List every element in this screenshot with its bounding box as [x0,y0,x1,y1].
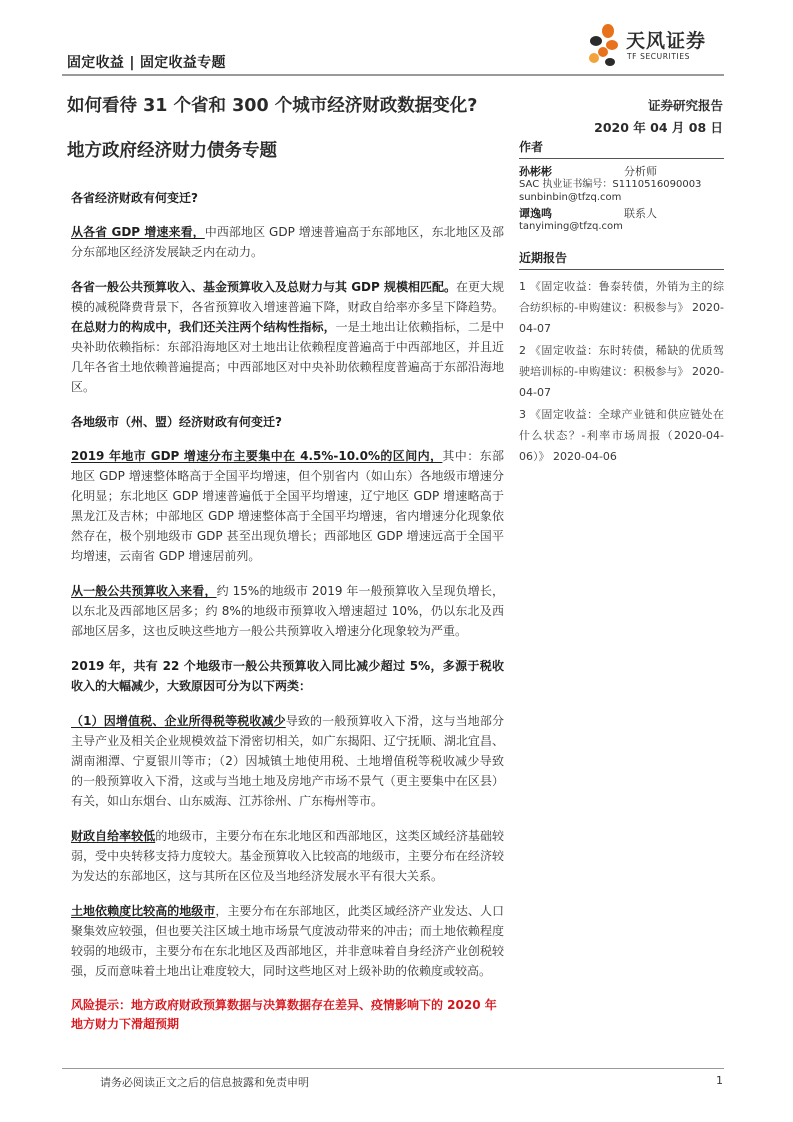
paragraph-text: 一是土地出让依赖指标，二是中央补助依赖指标：东部沿海地区对土地出让依赖程度普遍高于中西部地区，并且近几年各省土地依赖普遍提高；中西部地区对中央补助依赖程度普遍高于东部沿海地区。 [71,320,504,394]
risk-warning: 风险提示：地方政府财政预算数据与决算数据存在差异、疫情影响下的 2020 年地方财力下滑超预期 [71,998,497,1031]
section-question: 各地级市（州、盟）经济财政有何变迁? [71,415,282,429]
header-category: 固定收益 | 固定收益专题 [67,55,226,71]
section-question: 各省经济财政有何变迁? [71,191,198,205]
author-block [519,165,724,204]
recent-reports-heading: 近期报告 [519,249,724,270]
page-subtitle: 地方政府经济财力债务专题 [67,141,277,161]
paragraph [71,581,504,641]
paragraph-lead: 从一般公共预算收入来看， [71,584,217,598]
paragraph-text: 的地级市，主要分布在东北地区和西部地区，这类区域经济基础较弱，受中央转移支持力度较大。基金预算收入比较高的地级市，主要分布在经济较为发达的东部地区，这与其所在区位及当地经济发展水平有很大关系。 [71,829,504,883]
paragraph [71,656,504,696]
author-name: 孙彬彬 [519,165,552,178]
author-email[interactable]: tanyiming@tfzq.com [519,221,623,232]
author-email[interactable]: sunbinbin@tfzq.com [519,192,622,203]
paragraph-lead: 财政自给率较低 [71,829,156,843]
author-cert: SAC 执业证书编号：S1110516090003 [519,179,702,190]
author-name: 谭逸鸣 [519,207,552,220]
paragraph-text: 约 15%的地级市 2019 年一般预算收入呈现负增长，以东北及西部地区居多；约 8%的地级市预算收入增速超过 10%，仍以东北及西部地区居多，这也反映这些地方一般公共预算收入增速分化现象较为严重。 [71,584,504,638]
logo-english: TF SECURITIES [627,52,691,61]
report-date: 2020 年 04 月 08 日 [594,120,723,135]
authors-heading: 作者 [519,138,724,159]
paragraph-lead: 各省一般公共预算收入、基金预算收入及总财力与其 GDP 规模相匹配。 [71,280,456,294]
paragraph-lead: 2019 年，共有 22 个地级市一般公共预算收入同比减少超过 5%，多源于税收收入的大幅减少，大致原因可分为以下两类： [71,659,504,693]
recent-report-item[interactable]: 2 《固定收益：东时转债，稀缺的优质驾驶培训标的-申购建议：积极参与》 2020-04-07 [519,344,724,399]
tf-securities-logo [586,22,736,72]
paragraph-text: 中西部地区 GDP 增速普遍高于东部地区，东北地区及部分东部地区经济发展缺乏内在动力。 [71,225,504,259]
paragraph-lead: 土地依赖度比较高的地级市 [71,904,216,918]
page-title: 如何看待 31 个省和 300 个城市经济财政数据变化? [67,96,478,116]
sidebar [519,138,724,468]
paragraph [71,901,504,981]
paragraph-text: 导致的一般预算收入下滑，这与当地部分主导产业及相关企业规模效益下滑密切相关，如广东揭阳、辽宁抚顺、湖北宜昌、湖南湘潭、宁夏银川等市；（2）因城镇土地使用税、土地增值税等税收减少导致的一般预算收入下滑，这或与当地土地及房地产市场不景气（更主要集中在区县）有关，如山东烟台、山东威海、江苏徐州、广东梅州等市。 [71,714,504,808]
recent-report-item[interactable]: 1 《固定收益：鲁泰转债，外销为主的综合纺织标的-申购建议：积极参与》 2020-04-07 [519,280,724,335]
paragraph [71,222,504,262]
flower-logo-icon [586,22,622,72]
paragraph [71,711,504,811]
recent-report-item[interactable]: 3 《固定收益：全球产业链和供应链处在什么状态？-利率市场周报（2020-04-06）》 2020-04-06 [519,408,724,463]
report-body [71,188,504,1034]
paragraph-lead: 在总财力的构成中，我们还关注两个结构性指标， [71,320,336,334]
footer-disclaimer[interactable]: 请务必阅读正文之后的信息披露和免责申明 [100,1076,309,1089]
paragraph-text: 其中：东部地区 GDP 增速整体略高于全国平均增速，但个别省内（如山东）各地级市增速分化明显；东北地区 GDP 增速普遍低于全国平均增速，辽宁地区 GDP 增速略高于黑龙江及吉林；中部地区 GDP 增速整体高于全国平均增速，省内增速分化现象依然存在，极个别地级市 GDP 甚至出现负增长；西部地区 GDP 增速远高于全国平均增速，云南省 GDP 增速居前列。 [71,449,504,563]
report-type: 证券研究报告 [647,98,723,113]
paragraph [71,826,504,886]
paragraph-lead: （1）因增值税、企业所得税等税收减少 [71,714,286,728]
paragraph-lead: 从各省 GDP 增速来看， [71,225,205,239]
paragraph [71,277,504,397]
footer-divider [62,1068,724,1069]
paragraph [71,446,504,566]
page-number: 1 [716,1074,723,1087]
header-divider [62,74,724,76]
paragraph-text: 在更大规模的减税降费背景下，各省预算收入增速普遍下降，财政自给率亦多呈下降趋势。 [71,280,504,314]
author-role: 联系人 [624,207,657,220]
paragraph-text: ，主要分布在东部地区，此类区域经济产业发达、人口聚集效应较强，但也要关注区域土地市场景气度波动带来的冲击；而土地依赖程度较弱的地级市，主要分布在东北地区及西部地区，并非意味着自身经济产业创税较强，反而意味着土地出让难度较大，同时这些地区对上级补助的依赖度或较高。 [71,904,504,978]
author-role: 分析师 [624,165,657,178]
paragraph-lead: 2019 年地市 GDP 增速分布主要集中在 4.5%-10.0%的区间内， [71,449,443,463]
logo-chinese: 天风证券 [626,30,707,52]
author-block [519,207,724,233]
